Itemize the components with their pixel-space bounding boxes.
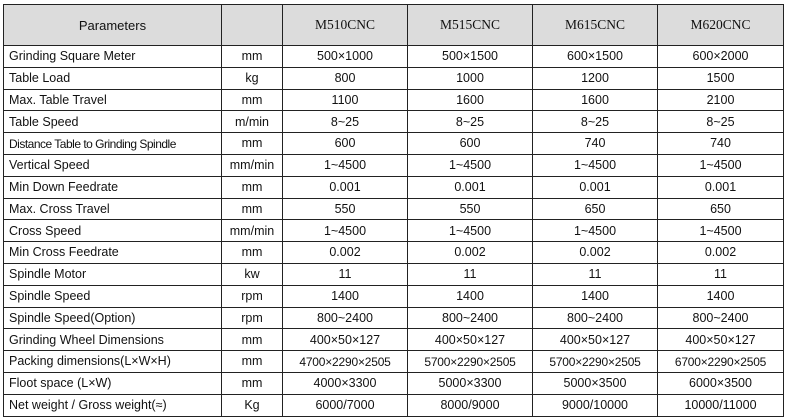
unit-cell: mm [222,198,283,220]
parameter-name: Packing dimensions(L×W×H) [4,351,222,373]
value-cell: 0.002 [408,242,533,264]
unit-cell: rpm [222,285,283,307]
value-cell: 1~4500 [658,220,784,242]
unit-cell: mm [222,46,283,68]
model-header-m615cnc: M615CNC [533,5,658,46]
table-body [4,46,784,417]
unit-header [222,5,283,46]
parameter-name: Distance Table to Grinding Spindle [4,133,222,155]
unit-cell: mm [222,176,283,198]
value-cell: 0.001 [533,176,658,198]
table-row [4,198,784,220]
value-cell: 500×1000 [283,46,408,68]
value-cell: 600 [283,133,408,155]
table-row [4,372,784,394]
value-cell: 600 [408,133,533,155]
value-cell: 1~4500 [658,154,784,176]
value-cell: 800~2400 [408,307,533,329]
unit-cell: mm [222,242,283,264]
unit-cell: mm [222,89,283,111]
unit-cell: mm [222,351,283,373]
value-cell: 2100 [658,89,784,111]
table-row [4,307,784,329]
value-cell: 1~4500 [408,154,533,176]
value-cell: 8~25 [408,111,533,133]
value-cell: 8~25 [533,111,658,133]
parameter-name: Min Cross Feedrate [4,242,222,264]
value-cell: 1~4500 [533,154,658,176]
value-cell: 1400 [533,285,658,307]
parameter-name: Spindle Motor [4,263,222,285]
header-row [4,5,784,46]
spec-table [3,4,784,417]
value-cell: 1~4500 [283,220,408,242]
value-cell: 650 [658,198,784,220]
parameter-name: Vertical Speed [4,154,222,176]
unit-cell: m/min [222,111,283,133]
table-row [4,394,784,416]
unit-cell: mm [222,329,283,351]
value-cell: 1~4500 [533,220,658,242]
value-cell: 0.002 [533,242,658,264]
model-header-m515cnc: M515CNC [408,5,533,46]
value-cell: 550 [283,198,408,220]
value-cell: 5700×2290×2505 [408,351,533,373]
value-cell: 740 [658,133,784,155]
value-cell: 600×2000 [658,46,784,68]
parameters-header: Parameters [4,5,222,46]
table-row [4,351,784,373]
value-cell: 550 [408,198,533,220]
parameter-name: Grinding Wheel Dimensions [4,329,222,351]
table-row [4,176,784,198]
value-cell: 0.001 [658,176,784,198]
table-header [4,5,784,46]
unit-cell: mm [222,133,283,155]
value-cell: 4000×3300 [283,372,408,394]
value-cell: 0.001 [408,176,533,198]
value-cell: 8000/9000 [408,394,533,416]
value-cell: 1400 [283,285,408,307]
value-cell: 1600 [533,89,658,111]
value-cell: 6700×2290×2505 [658,351,784,373]
table-row [4,263,784,285]
value-cell: 5000×3300 [408,372,533,394]
value-cell: 11 [533,263,658,285]
table-row [4,89,784,111]
table-row [4,242,784,264]
parameter-name: Min Down Feedrate [4,176,222,198]
parameter-name: Floot space (L×W) [4,372,222,394]
value-cell: 400×50×127 [533,329,658,351]
value-cell: 1400 [658,285,784,307]
value-cell: 11 [658,263,784,285]
value-cell: 650 [533,198,658,220]
model-header-m620cnc: M620CNC [658,5,784,46]
table-row [4,46,784,68]
value-cell: 0.002 [658,242,784,264]
model-header-m510cnc: M510CNC [283,5,408,46]
value-cell: 8~25 [283,111,408,133]
parameter-name: Grinding Square Meter [4,46,222,68]
spec-table-container [3,4,783,416]
table-row [4,111,784,133]
parameter-name: Max. Cross Travel [4,198,222,220]
parameter-name: Spindle Speed(Option) [4,307,222,329]
value-cell: 800~2400 [658,307,784,329]
value-cell: 740 [533,133,658,155]
parameter-name: Table Load [4,67,222,89]
table-row [4,329,784,351]
table-row [4,285,784,307]
value-cell: 1~4500 [408,220,533,242]
table-row [4,133,784,155]
parameter-name: Spindle Speed [4,285,222,307]
unit-cell: mm/min [222,220,283,242]
parameter-name: Max. Table Travel [4,89,222,111]
unit-cell: mm [222,372,283,394]
value-cell: 1000 [408,67,533,89]
value-cell: 11 [283,263,408,285]
value-cell: 1200 [533,67,658,89]
unit-cell: mm/min [222,154,283,176]
value-cell: 6000/7000 [283,394,408,416]
value-cell: 1~4500 [283,154,408,176]
value-cell: 8~25 [658,111,784,133]
parameter-name: Net weight / Gross weight(≈) [4,394,222,416]
value-cell: 400×50×127 [658,329,784,351]
value-cell: 1100 [283,89,408,111]
value-cell: 11 [408,263,533,285]
value-cell: 4700×2290×2505 [283,351,408,373]
value-cell: 6000×3500 [658,372,784,394]
value-cell: 800~2400 [533,307,658,329]
unit-cell: Kg [222,394,283,416]
value-cell: 1500 [658,67,784,89]
value-cell: 5700×2290×2505 [533,351,658,373]
value-cell: 1400 [408,285,533,307]
value-cell: 400×50×127 [283,329,408,351]
value-cell: 9000/10000 [533,394,658,416]
table-row [4,154,784,176]
parameter-name: Cross Speed [4,220,222,242]
unit-cell: kw [222,263,283,285]
value-cell: 600×1500 [533,46,658,68]
value-cell: 1600 [408,89,533,111]
parameter-name: Table Speed [4,111,222,133]
table-row [4,220,784,242]
value-cell: 10000/11000 [658,394,784,416]
value-cell: 0.002 [283,242,408,264]
value-cell: 0.001 [283,176,408,198]
value-cell: 400×50×127 [408,329,533,351]
unit-cell: rpm [222,307,283,329]
value-cell: 800~2400 [283,307,408,329]
value-cell: 5000×3500 [533,372,658,394]
unit-cell: kg [222,67,283,89]
value-cell: 800 [283,67,408,89]
table-row [4,67,784,89]
value-cell: 500×1500 [408,46,533,68]
